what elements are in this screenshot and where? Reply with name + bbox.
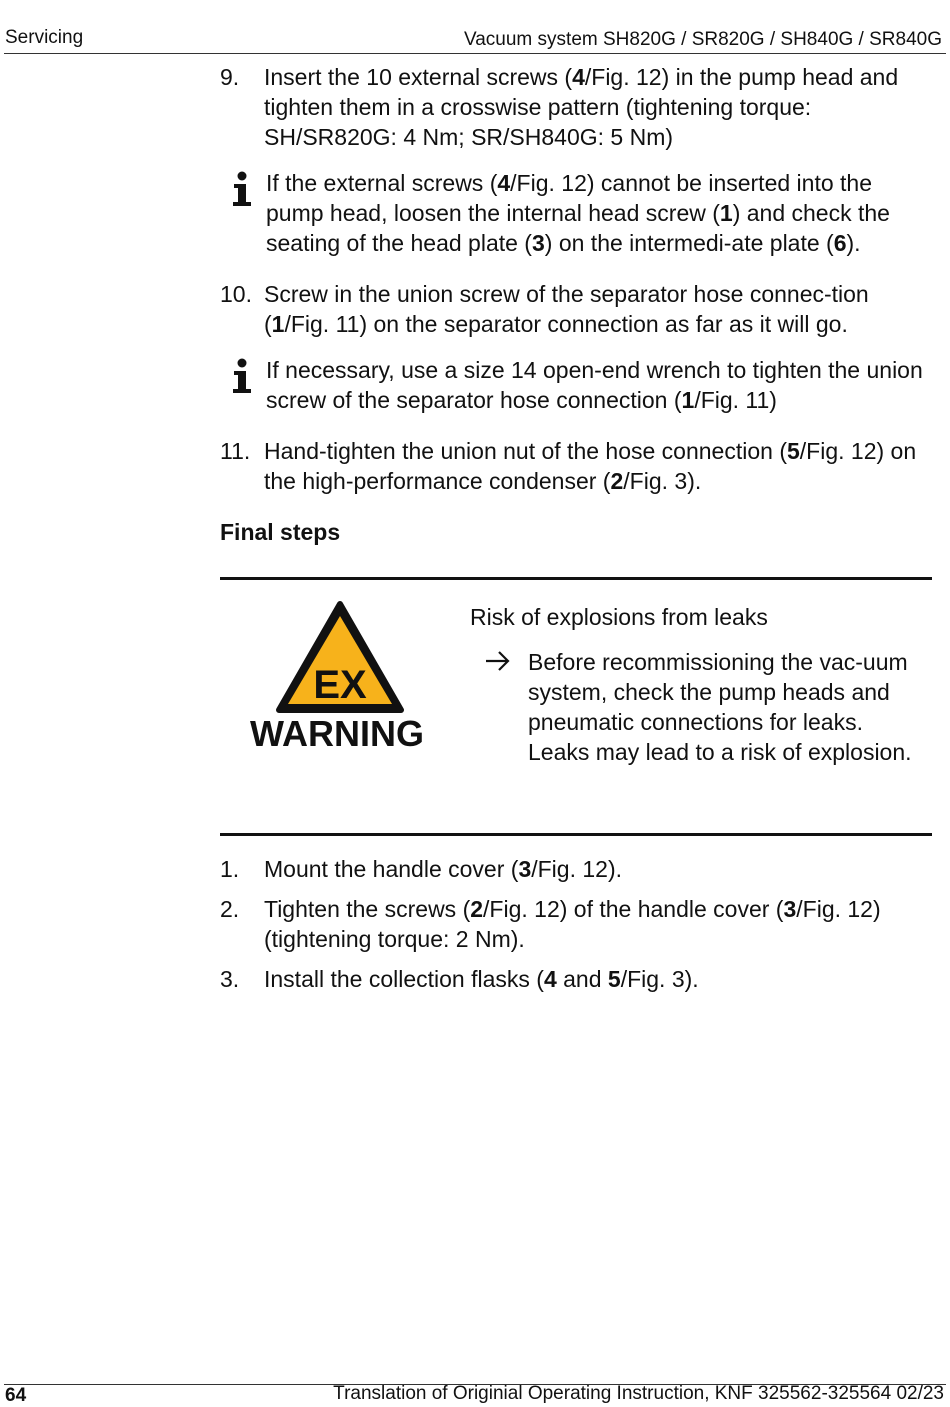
callout-number: 4 bbox=[543, 966, 557, 992]
footer-text: Translation of Originial Operating Instruction, KNF 325562-325564 02/23 bbox=[333, 1383, 944, 1404]
text-run: Mount the handle cover ( bbox=[264, 856, 519, 882]
warning-action-text: Before recommissioning the vac-uum system, check the pump heads and pneumatic connections for leaks. Leaks may lead to a risk of explosion. bbox=[528, 649, 912, 765]
step-item bbox=[220, 854, 932, 884]
step-number: 3. bbox=[220, 966, 240, 992]
final-steps-heading: Final steps bbox=[220, 519, 341, 545]
text-run: Install the collection flasks ( bbox=[264, 966, 544, 992]
text-run: Tighten the screws ( bbox=[264, 896, 471, 922]
header-divider bbox=[4, 53, 946, 54]
callout-number: 1 bbox=[719, 200, 733, 226]
explosion-warning-icon bbox=[275, 600, 405, 715]
info-icon bbox=[228, 171, 256, 207]
callout-number: 3 bbox=[783, 896, 797, 922]
step-text bbox=[264, 894, 932, 954]
step-item bbox=[220, 279, 932, 339]
callout-number: 6 bbox=[833, 230, 847, 256]
step-item bbox=[220, 894, 932, 954]
text-run: /Fig. 3). bbox=[620, 966, 699, 992]
signal-word: WARNING bbox=[250, 713, 424, 754]
text-run: /Fig. 12). bbox=[531, 856, 622, 882]
text-run: Insert the 10 external screws ( bbox=[264, 64, 573, 90]
text-run: /Fig. 3). bbox=[623, 468, 702, 494]
callout-number: 2 bbox=[470, 896, 484, 922]
header-section: Servicing bbox=[5, 27, 84, 48]
step-text bbox=[264, 436, 932, 496]
info-icon bbox=[228, 358, 256, 394]
step-text bbox=[264, 279, 932, 339]
text-run: /Fig. 12) on the high-performance condenser ( bbox=[264, 438, 917, 494]
step-number: 1. bbox=[220, 856, 240, 882]
callout-number: 1 bbox=[271, 311, 285, 337]
arrow-right-icon bbox=[484, 648, 512, 674]
step-item bbox=[220, 964, 932, 994]
text-run: If necessary, use a size 14 open-end wrench to tighten the union screw of the separator hose connection ( bbox=[266, 357, 923, 413]
step-number: 2. bbox=[220, 896, 240, 922]
steps-before-final bbox=[220, 62, 932, 496]
callout-number: 4 bbox=[497, 170, 511, 196]
step-number: 11. bbox=[220, 438, 251, 464]
page-number: 64 bbox=[5, 1385, 27, 1406]
warning-sign-text: EX bbox=[313, 663, 367, 707]
text-run: /Fig. 12) (tightening torque: 2 Nm). bbox=[264, 896, 881, 952]
callout-number: 5 bbox=[607, 966, 621, 992]
note-text bbox=[266, 355, 932, 415]
callout-number: 1 bbox=[681, 387, 695, 413]
info-note bbox=[220, 168, 932, 258]
callout-number: 3 bbox=[518, 856, 532, 882]
text-run: /Fig. 12) in the pump head and tighten them in a crosswise pattern (tightening torque: SH/SR820G: 4 Nm; SR/SH840G: 5 Nm) bbox=[264, 64, 899, 150]
text-run: Screw in the union screw of the separator hose connec-tion ( bbox=[264, 281, 869, 337]
text-run: ) on the intermedi-ate plate ( bbox=[544, 230, 834, 256]
step-number: 9. bbox=[220, 64, 240, 90]
text-run: If the external screws ( bbox=[266, 170, 498, 196]
step-item bbox=[220, 436, 932, 496]
text-run: /Fig. 11) on the separator connection as far as it will go. bbox=[284, 311, 848, 337]
warning-box bbox=[220, 577, 932, 836]
text-run: ). bbox=[846, 230, 861, 256]
callout-number: 4 bbox=[572, 64, 585, 90]
step-number: 10. bbox=[220, 281, 252, 307]
text-run: Hand-tighten the union nut of the hose connection ( bbox=[264, 438, 787, 464]
text-run: /Fig. 11) bbox=[694, 387, 777, 413]
step-item bbox=[220, 62, 932, 152]
page-content bbox=[220, 62, 932, 1004]
callout-number: 2 bbox=[610, 468, 624, 494]
text-run: /Fig. 12) cannot be inserted into the pump head, loosen the internal head screw ( bbox=[266, 170, 872, 226]
callout-number: 5 bbox=[786, 438, 800, 464]
info-note bbox=[220, 355, 932, 415]
header-product: Vacuum system SH820G / SR820G / SH840G / SR840G bbox=[463, 29, 942, 50]
warning-title: Risk of explosions from leaks bbox=[470, 604, 768, 630]
step-text bbox=[264, 964, 932, 994]
text-run: /Fig. 12) of the handle cover ( bbox=[483, 896, 784, 922]
final-steps-list bbox=[220, 854, 932, 994]
text-run: ) and check the seating of the head plate ( bbox=[266, 200, 890, 256]
note-text bbox=[266, 168, 932, 258]
text-run: and bbox=[556, 966, 608, 992]
step-text bbox=[264, 854, 932, 884]
step-text bbox=[264, 62, 932, 152]
callout-number: 3 bbox=[531, 230, 545, 256]
